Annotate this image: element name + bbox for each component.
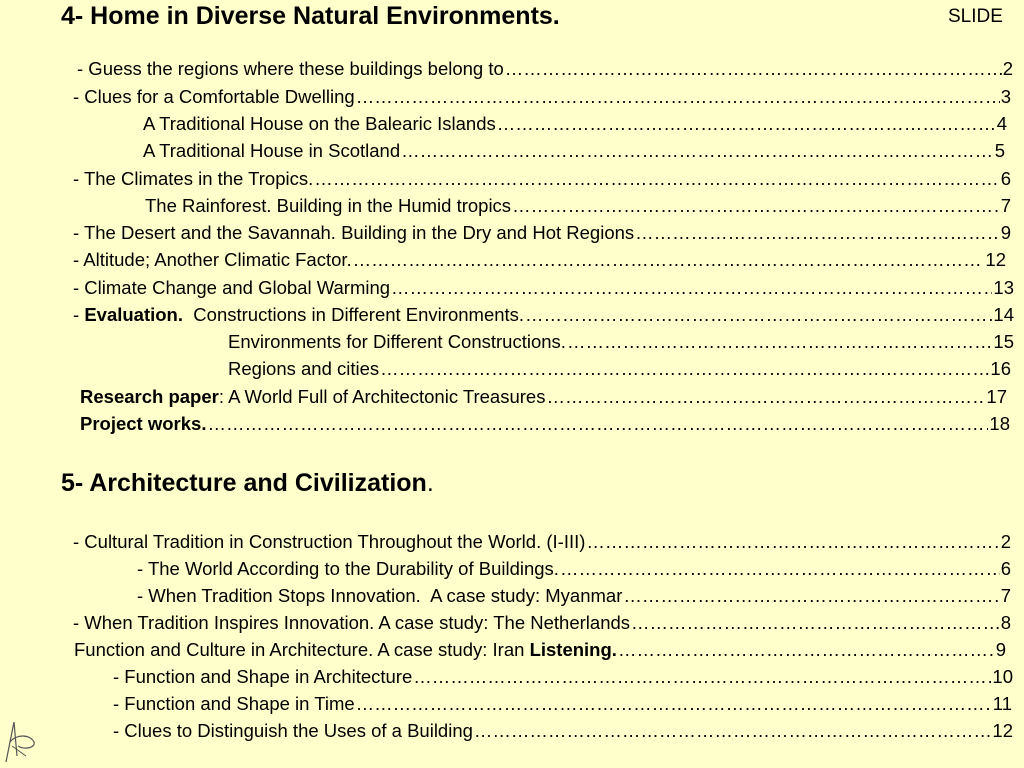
toc-entry (145, 193, 1011, 219)
toc-entry-slide-number: 2 (1000, 531, 1011, 552)
toc-entry (80, 411, 1010, 437)
dot-leader (401, 138, 994, 164)
handwritten-initials-icon (2, 716, 40, 764)
dot-leader (207, 411, 988, 437)
toc-entry-title: Environments for Different Constructions. (228, 331, 566, 352)
toc-entry-title: - Function and Shape in Time (113, 693, 355, 714)
toc-entry-title: - Guess the regions where these buildings belong to (77, 58, 504, 79)
toc-entry-slide-number: 17 (986, 386, 1007, 407)
toc-entry-title: - The Desert and the Savannah. Building in the Dry and Hot Regions (73, 222, 635, 243)
dot-leader (618, 637, 995, 663)
unit5-heading (61, 468, 434, 498)
toc-entry-title (80, 384, 545, 410)
toc-entry-prefix: Function and Culture in Architecture. A case study: Iran (74, 639, 530, 660)
dot-leader (391, 275, 992, 301)
toc-entry-bold-label: Research paper (80, 386, 219, 407)
toc-entry (77, 56, 1013, 82)
slide-column-label: SLIDE (948, 6, 1003, 27)
toc-entry-title: - When Tradition Inspires Innovation. A case study: The Netherlands (73, 612, 631, 633)
toc-entry-slide-number: 5 (994, 140, 1005, 161)
toc-entry (113, 691, 1012, 717)
dot-leader (560, 556, 1000, 582)
toc-entry-title: - The World According to the Durability of Buildings. (137, 558, 559, 579)
toc-entry (143, 111, 1007, 137)
dot-leader (525, 302, 992, 328)
toc-entry-title: - Cultural Tradition in Construction Throughout the World. (I-III) (73, 531, 586, 552)
toc-entry-title: A Traditional House on the Balearic Islands (143, 113, 496, 134)
toc-entry (143, 138, 1005, 164)
dot-leader (586, 529, 999, 555)
dot-leader (356, 84, 1000, 110)
toc-entry-title: - Climate Change and Global Warming (73, 277, 391, 298)
toc-entry-slide-number: 7 (1000, 585, 1011, 606)
toc-entry-title: - Clues to Distinguish the Uses of a Building (113, 720, 473, 741)
toc-entry-slide-number: 2 (1002, 58, 1013, 79)
toc-entry-slide-number: 16 (990, 358, 1011, 379)
toc-entry-slide-number: 7 (1000, 195, 1011, 216)
toc-entry (73, 529, 1011, 555)
toc-entry-slide-number: 4 (996, 113, 1007, 134)
toc-entry-slide-number: 10 (992, 666, 1013, 687)
dot-leader (567, 329, 992, 355)
toc-entry-title: - Altitude; Another Climatic Factor. (73, 249, 352, 270)
toc-entry-bold-label: Listening. (529, 639, 617, 660)
toc-entry-title: The Rainforest. Building in the Humid tropics (145, 195, 512, 216)
dot-leader (497, 111, 996, 137)
dot-leader (512, 193, 1000, 219)
toc-entry (113, 664, 1013, 690)
dot-leader (413, 664, 991, 690)
toc-entry (73, 220, 1011, 246)
toc-entry-title (74, 637, 617, 663)
toc-entry (73, 247, 1006, 273)
toc-entry-slide-number: 6 (1000, 558, 1011, 579)
toc-entry-slide-number: 14 (993, 304, 1014, 325)
dot-leader (353, 247, 985, 273)
dot-leader (505, 56, 1002, 82)
toc-entry-title: Regions and cities (228, 358, 380, 379)
dot-leader (356, 691, 992, 717)
toc-entry (73, 302, 1014, 328)
dot-leader (546, 384, 985, 410)
unit4-heading: 4- Home in Diverse Natural Environments. (61, 2, 560, 30)
toc-entry (137, 556, 1011, 582)
toc-entry-slide-number: 3 (1000, 86, 1011, 107)
toc-entry (137, 583, 1011, 609)
toc-entry-slide-number: 12 (985, 249, 1006, 270)
dot-leader (314, 166, 999, 192)
dot-leader (635, 220, 1000, 246)
toc-entry (113, 718, 1013, 744)
toc-entry-slide-number: 18 (989, 413, 1010, 434)
toc-entry-slide-number: 8 (1000, 612, 1011, 633)
toc-entry-bold-label: Project works. (80, 413, 207, 434)
toc-entry-title: - Function and Shape in Architecture (113, 666, 413, 687)
unit5-heading-period: . (426, 469, 434, 497)
toc-entry-title: - The Climates in the Tropics. (73, 168, 314, 189)
dot-leader (631, 610, 1000, 636)
toc-entry (73, 84, 1011, 110)
toc-entry-suffix: Constructions in Different Environments. (183, 304, 525, 325)
toc-entry-title (73, 302, 524, 328)
dot-leader (623, 583, 999, 609)
unit5-heading-text: 5- Architecture and Civilization (61, 469, 427, 497)
dot-leader (474, 718, 992, 744)
toc-entry-title: A Traditional House in Scotland (143, 140, 401, 161)
toc-entry (73, 610, 1011, 636)
toc-entry (73, 166, 1011, 192)
toc-entry (74, 637, 1006, 663)
toc-entry-slide-number: 15 (993, 331, 1014, 352)
toc-entry-slide-number: 9 (995, 639, 1006, 660)
toc-entry-slide-number: 11 (992, 693, 1012, 714)
toc-entry (80, 384, 1007, 410)
dot-leader (380, 356, 989, 382)
toc-entry-slide-number: 12 (992, 720, 1013, 741)
toc-entry-slide-number: 9 (1000, 222, 1011, 243)
toc-entry-title: - When Tradition Stops Innovation. A case study: Myanmar (137, 585, 623, 606)
toc-entry (228, 329, 1014, 355)
toc-entry-title: - Clues for a Comfortable Dwelling (73, 86, 355, 107)
toc-entry-suffix: : A World Full of Architectonic Treasures (218, 386, 546, 407)
toc-entry-bold-label: Evaluation. (84, 304, 184, 325)
toc-entry (228, 356, 1011, 382)
toc-entry (73, 275, 1014, 301)
toc-entry-title (80, 411, 206, 437)
toc-entry-slide-number: 13 (993, 277, 1014, 298)
toc-entry-prefix: - (73, 304, 85, 325)
toc-entry-slide-number: 6 (1000, 168, 1011, 189)
